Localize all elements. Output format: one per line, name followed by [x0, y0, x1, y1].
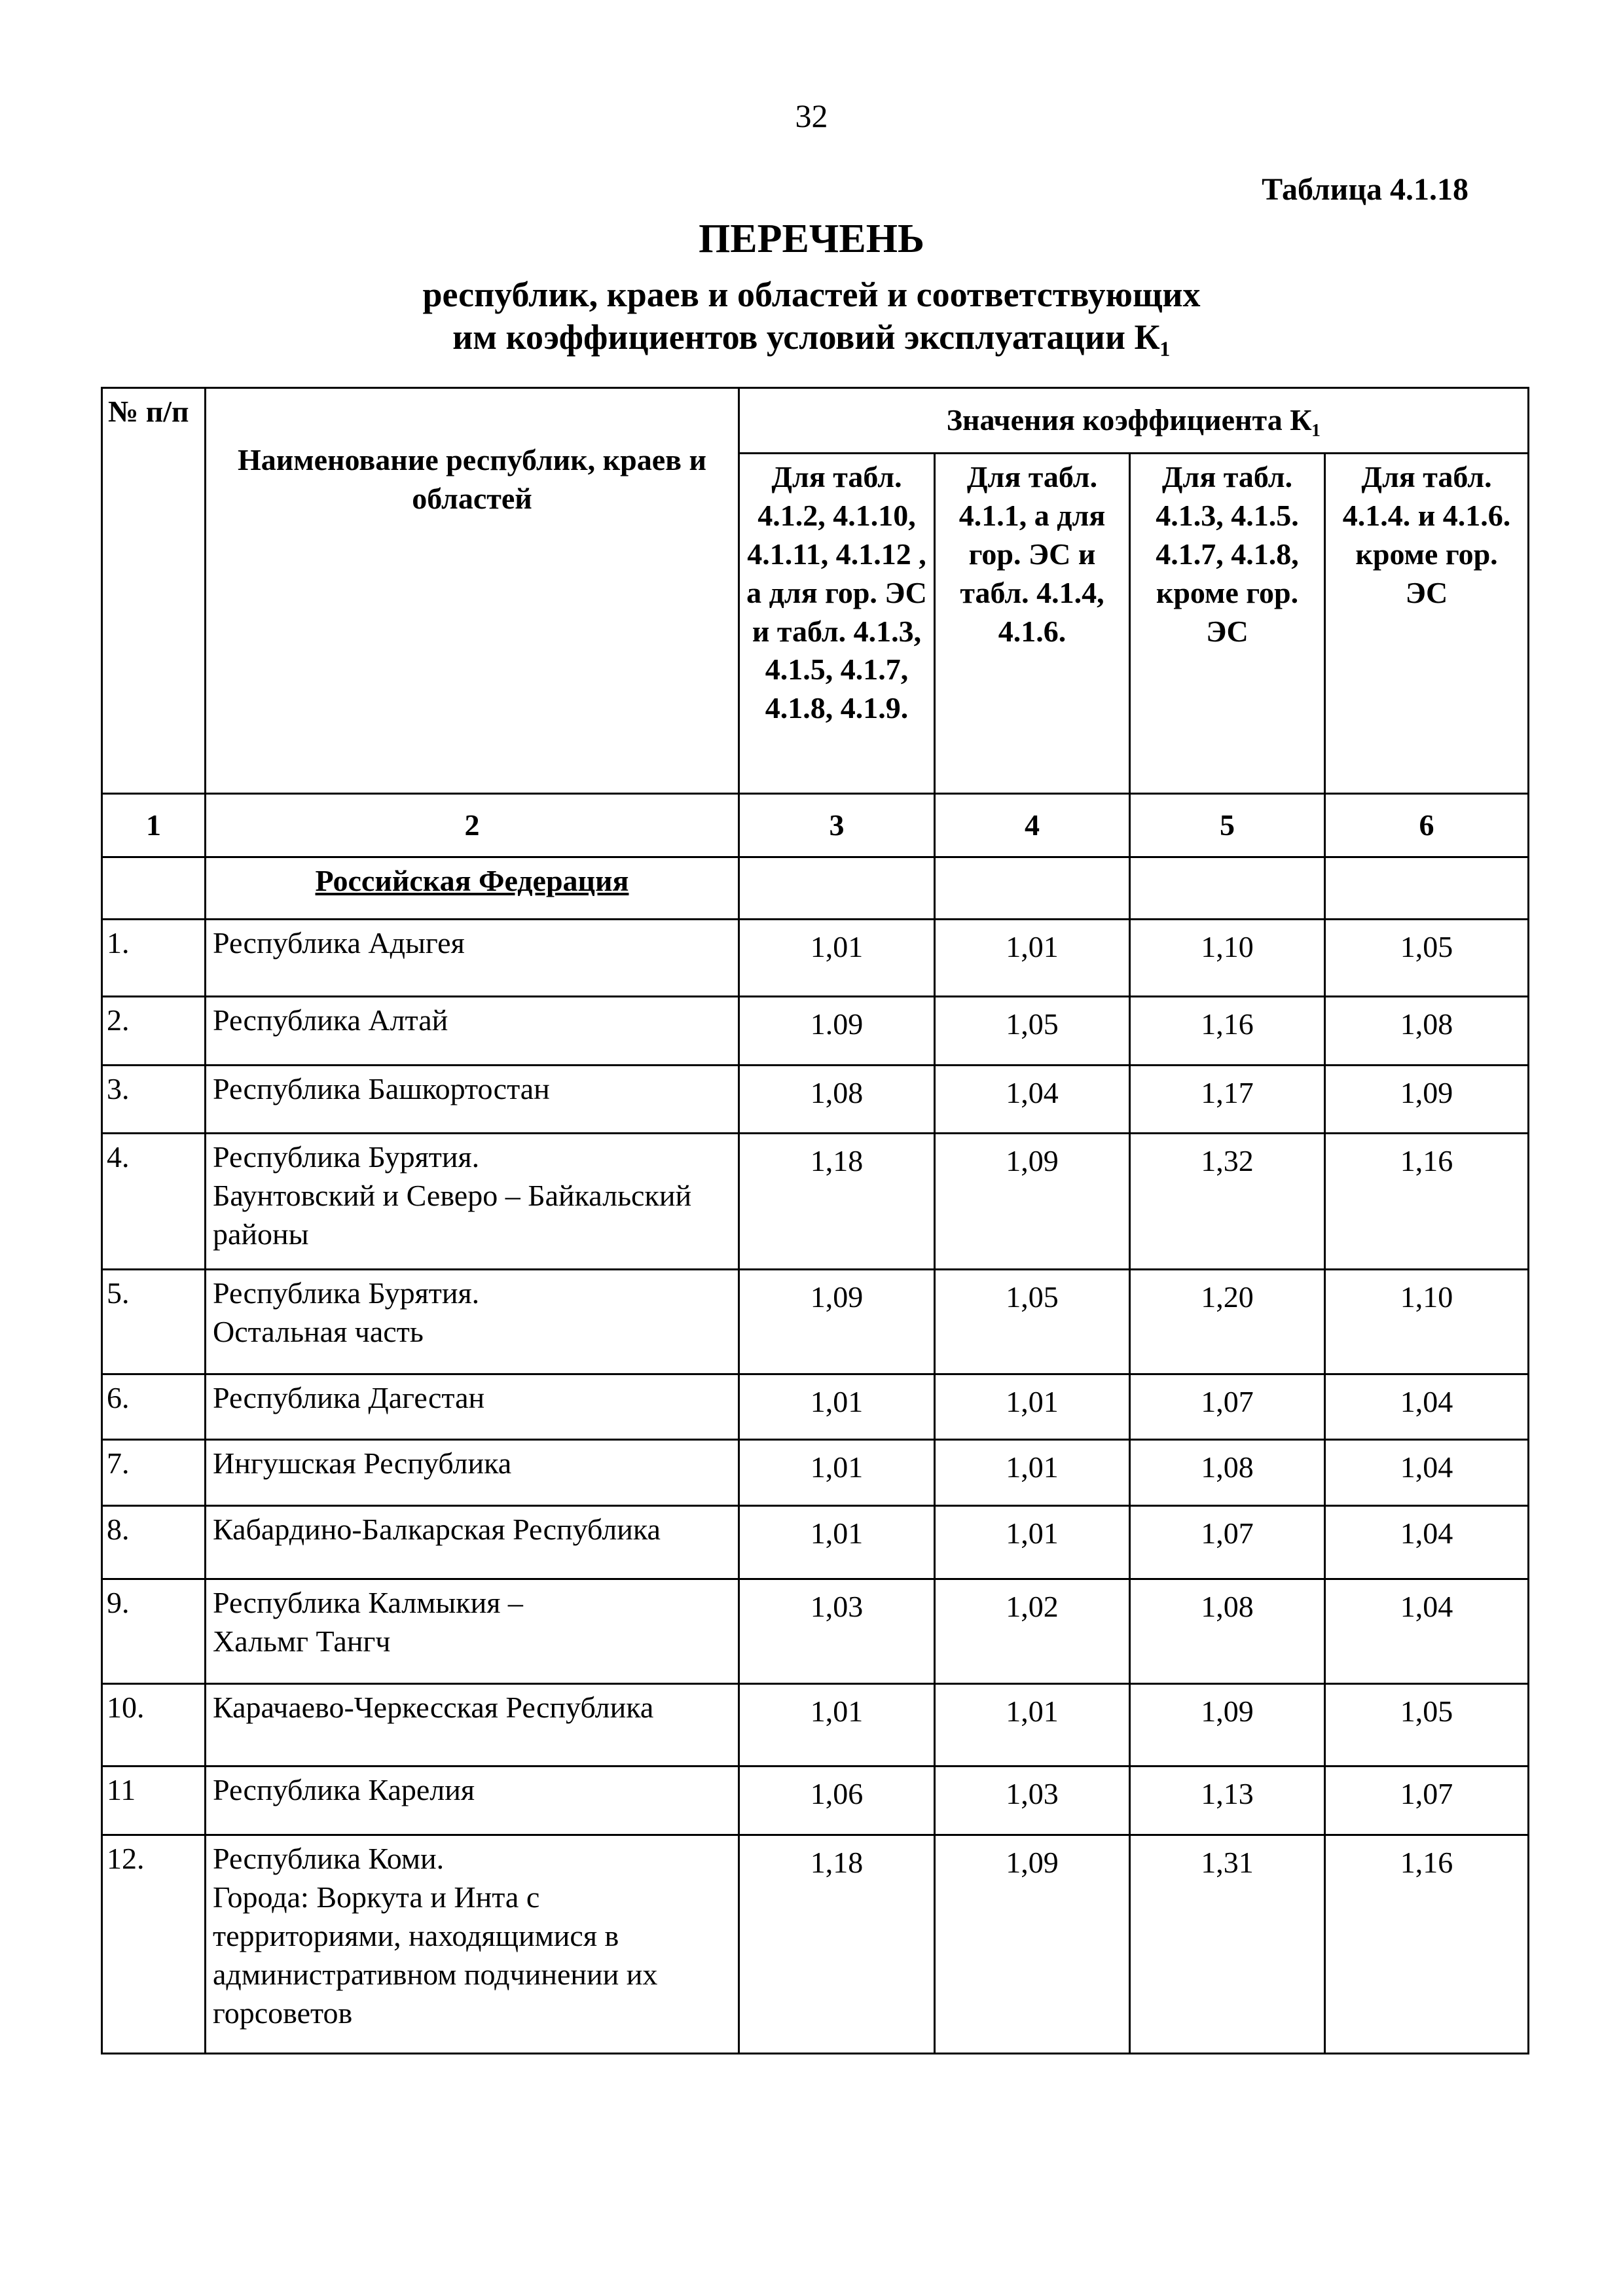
row-number: 12.: [102, 1835, 206, 2054]
coefficient-value-col3: 1,01: [739, 1684, 935, 1767]
header-col-name: Наименование республик, краев и областей: [206, 388, 739, 794]
coefficient-value-col3: 1,06: [739, 1767, 935, 1835]
coefficient-value-col6: 1,07: [1325, 1767, 1529, 1835]
region-name-cell: [206, 1767, 739, 1835]
row-number: 8.: [102, 1506, 206, 1579]
region-name-cell: [206, 1440, 739, 1506]
region-name: Республика Дагестан: [213, 1381, 485, 1414]
document-subtitle: [0, 274, 1623, 359]
coefficient-value-col4: 1,01: [935, 1374, 1130, 1440]
coefficient-value-col6: 1,10: [1325, 1270, 1529, 1374]
coefficient-value-col3: 1.09: [739, 997, 935, 1066]
region-name: Ингушская Республика: [213, 1446, 512, 1480]
table-row: [102, 1579, 1529, 1684]
table-row: [102, 1835, 1529, 2054]
coefficient-value-col5: 1,07: [1130, 1374, 1325, 1440]
coefficient-value-col5: 1,32: [1130, 1134, 1325, 1270]
region-name: Республика Карелия: [213, 1773, 475, 1806]
section-cell-empty: [102, 857, 206, 920]
region-name: Республика Калмыкия –: [213, 1586, 523, 1619]
row-number: 4.: [102, 1134, 206, 1270]
coefficient-value-col6: 1,16: [1325, 1134, 1529, 1270]
column-number: 5: [1130, 794, 1325, 857]
column-number: 1: [102, 794, 206, 857]
coefficient-value-col6: 1,04: [1325, 1506, 1529, 1579]
coefficient-value-col5: 1,31: [1130, 1835, 1325, 2054]
coefficient-value-col6: 1,09: [1325, 1066, 1529, 1134]
table-row: [102, 1066, 1529, 1134]
column-number: 3: [739, 794, 935, 857]
coefficient-value-col3: 1,01: [739, 1440, 935, 1506]
subtitle-line-2: им коэффициентов условий эксплуатации К₁: [452, 317, 1171, 357]
coefficient-value-col3: 1,18: [739, 1835, 935, 2054]
coefficient-value-col6: 1,05: [1325, 920, 1529, 997]
row-number: 11: [102, 1767, 206, 1835]
coefficient-value-col4: 1,03: [935, 1767, 1130, 1835]
coefficient-value-col5: 1,10: [1130, 920, 1325, 997]
section-row: [102, 857, 1529, 920]
region-name: Республика Башкортостан: [213, 1072, 550, 1105]
column-number: 2: [206, 794, 739, 857]
coefficient-value-col5: 1,13: [1130, 1767, 1325, 1835]
coefficient-value-col4: 1,01: [935, 1506, 1130, 1579]
coefficient-value-col5: 1,09: [1130, 1684, 1325, 1767]
coefficient-value-col6: 1,05: [1325, 1684, 1529, 1767]
coefficient-value-col3: 1,09: [739, 1270, 935, 1374]
coefficient-value-col4: 1,05: [935, 1270, 1130, 1374]
coefficient-value-col5: 1,17: [1130, 1066, 1325, 1134]
table-row: [102, 1767, 1529, 1835]
region-name: Республика Бурятия.: [213, 1140, 480, 1174]
table-row: [102, 1374, 1529, 1440]
row-number: 10.: [102, 1684, 206, 1767]
coefficient-value-col6: 1,08: [1325, 997, 1529, 1066]
coefficient-value-col3: 1,18: [739, 1134, 935, 1270]
region-name-cell: [206, 920, 739, 997]
coefficient-value-col5: 1,08: [1130, 1579, 1325, 1684]
row-number: 7.: [102, 1440, 206, 1506]
table-row: [102, 997, 1529, 1066]
row-number: 1.: [102, 920, 206, 997]
column-number: 4: [935, 794, 1130, 857]
header-row-1: [102, 388, 1529, 454]
region-name-cell: [206, 1579, 739, 1684]
header-col3: Для табл. 4.1.2, 4.1.10, 4.1.11, 4.1.12 , а для гор. ЭС и табл. 4.1.3, 4.1.5, 4.1.7, 4.1.8, 4.1.9.: [739, 454, 935, 794]
region-name: Республика Адыгея: [213, 926, 465, 960]
coefficient-value-col4: 1,09: [935, 1134, 1130, 1270]
row-number: 3.: [102, 1066, 206, 1134]
coefficient-value-col4: 1,01: [935, 1440, 1130, 1506]
table-label: Таблица 4.1.18: [1262, 172, 1468, 207]
section-cell-empty: [1130, 857, 1325, 920]
coefficient-value-col4: 1,04: [935, 1066, 1130, 1134]
region-name-cell: [206, 1270, 739, 1374]
section-title: Российская Федерация: [206, 857, 739, 920]
region-name-cell: [206, 1835, 739, 2054]
coefficient-value-col6: 1,04: [1325, 1579, 1529, 1684]
section-cell-empty: [935, 857, 1130, 920]
header-col6: Для табл. 4.1.4. и 4.1.6. кроме гор. ЭС: [1325, 454, 1529, 794]
coefficient-value-col5: 1,07: [1130, 1506, 1325, 1579]
coefficient-value-col6: 1,04: [1325, 1374, 1529, 1440]
region-name: Республика Алтай: [213, 1003, 448, 1037]
region-name: Республика Коми.: [213, 1842, 445, 1875]
coefficient-value-col4: 1,09: [935, 1835, 1130, 2054]
coefficient-value-col3: 1,01: [739, 920, 935, 997]
table-row: [102, 1684, 1529, 1767]
coefficient-value-col5: 1,20: [1130, 1270, 1325, 1374]
table-row: [102, 1506, 1529, 1579]
coefficient-value-col5: 1,08: [1130, 1440, 1325, 1506]
row-number: 5.: [102, 1270, 206, 1374]
region-name: Республика Бурятия.: [213, 1276, 480, 1310]
coefficient-value-col5: 1,16: [1130, 997, 1325, 1066]
region-detail: Хальмг Тангч: [213, 1624, 391, 1658]
region-detail: Остальная часть: [213, 1314, 424, 1348]
section-cell-empty: [1325, 857, 1529, 920]
coefficients-table: [101, 387, 1529, 2054]
region-name-cell: [206, 997, 739, 1066]
row-number: 6.: [102, 1374, 206, 1440]
document-title: ПЕРЕЧЕНЬ: [699, 217, 924, 261]
table-row: [102, 1134, 1529, 1270]
column-number-row: [102, 794, 1529, 857]
region-name-cell: [206, 1506, 739, 1579]
header-col5: Для табл. 4.1.3, 4.1.5. 4.1.7, 4.1.8, кроме гор. ЭС: [1130, 454, 1325, 794]
header-col4: Для табл. 4.1.1, а для гор. ЭС и табл. 4.1.4, 4.1.6.: [935, 454, 1130, 794]
coefficient-value-col3: 1,03: [739, 1579, 935, 1684]
coefficient-value-col3: 1,01: [739, 1374, 935, 1440]
region-detail: Города: Воркута и Инта с территориями, находящимися в административном подчинении их горсоветов: [213, 1880, 658, 2030]
header-col-no: № п/п: [102, 388, 206, 794]
region-detail: Баунтовский и Северо – Байкальский районы: [213, 1178, 692, 1251]
subtitle-line-1: республик, краев и областей и соответствующих: [422, 275, 1201, 314]
section-cell-empty: [739, 857, 935, 920]
region-name: Кабардино-Балкарская Республика: [213, 1513, 661, 1546]
coefficient-value-col6: 1,04: [1325, 1440, 1529, 1506]
row-number: 2.: [102, 997, 206, 1066]
region-name-cell: [206, 1134, 739, 1270]
region-name-cell: [206, 1684, 739, 1767]
region-name-cell: [206, 1374, 739, 1440]
table-row: [102, 1440, 1529, 1506]
header-group-k1: Значения коэффициента К₁: [739, 388, 1529, 454]
page-number: 32: [795, 98, 828, 134]
coefficient-value-col6: 1,16: [1325, 1835, 1529, 2054]
region-name: Карачаево-Черкесская Республика: [213, 1691, 654, 1724]
column-number: 6: [1325, 794, 1529, 857]
coefficient-value-col4: 1,02: [935, 1579, 1130, 1684]
table-row: [102, 1270, 1529, 1374]
coefficient-value-col3: 1,01: [739, 1506, 935, 1579]
coefficient-value-col4: 1,05: [935, 997, 1130, 1066]
coefficient-value-col4: 1,01: [935, 920, 1130, 997]
coefficient-value-col3: 1,08: [739, 1066, 935, 1134]
region-name-cell: [206, 1066, 739, 1134]
table-row: [102, 920, 1529, 997]
coefficient-value-col4: 1,01: [935, 1684, 1130, 1767]
row-number: 9.: [102, 1579, 206, 1684]
